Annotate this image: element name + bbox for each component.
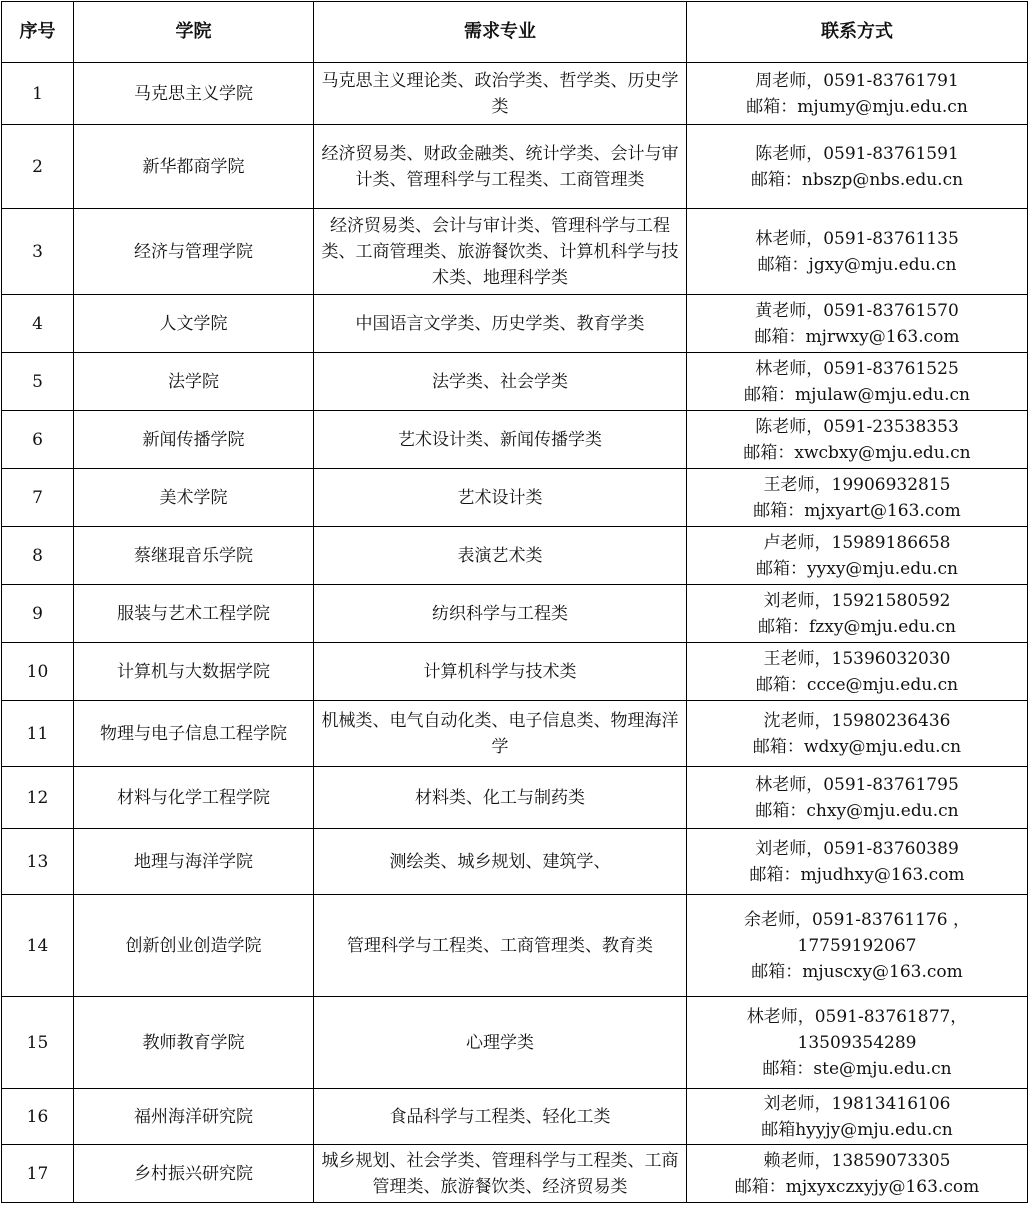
contact-info [687,701,1028,767]
contact-info [687,997,1028,1089]
table-row [2,411,1028,469]
college-demand-table [1,1,1028,1203]
contact-info [687,1089,1028,1145]
table-body [2,63,1028,1203]
row-number: 7 [2,469,74,527]
college-name: 地理与海洋学院 [74,829,314,895]
college-name: 蔡继琨音乐学院 [74,527,314,585]
table-row [2,125,1028,209]
college-name: 新闻传播学院 [74,411,314,469]
row-number: 14 [2,895,74,997]
college-name: 材料与化学工程学院 [74,767,314,829]
contact-line: 邮箱：fzxy@mju.edu.cn [758,616,956,637]
contact-line: 邮箱：xwcbxy@mju.edu.cn [743,442,971,463]
row-number: 2 [2,125,74,209]
contact-line: 余老师，0591-83761176 ， [744,909,970,930]
contact-line: 邮箱：ste@mju.edu.cn [762,1058,952,1079]
row-number: 8 [2,527,74,585]
contact-line: 王老师，19906932815 [763,474,951,495]
contact-line: 17759192067 [797,935,917,956]
college-name: 创新创业创造学院 [74,895,314,997]
contact-line: 刘老师，15921580592 [763,590,951,611]
contact-info [687,1145,1028,1203]
contact-line: 邮箱hyyjy@mju.edu.cn [761,1119,953,1140]
required-majors: 法学类、社会学类 [314,353,687,411]
required-majors: 马克思主义理论类、政治学类、哲学类、历史学类 [314,63,687,125]
contact-info [687,527,1028,585]
contact-line: 邮箱：mjuscxy@163.com [751,961,963,982]
contact-line: 邮箱：wdxy@mju.edu.cn [752,736,962,757]
contact-info [687,643,1028,701]
contact-line: 邮箱：mjxyart@163.com [753,500,961,521]
contact-info [687,209,1028,295]
required-majors: 经济贸易类、会计与审计类、管理科学与工程类、工商管理类、旅游餐饮类、计算机科学与技术类、地理科学类 [314,209,687,295]
required-majors: 食品科学与工程类、轻化工类 [314,1089,687,1145]
table-row [2,63,1028,125]
contact-line: 邮箱：jgxy@mju.edu.cn [757,254,957,275]
contact-line: 林老师，0591-83761135 [755,228,959,249]
college-name: 福州海洋研究院 [74,1089,314,1145]
header-row [2,2,1028,63]
table-row [2,701,1028,767]
contact-info [687,411,1028,469]
table-row [2,209,1028,295]
required-majors: 艺术设计类 [314,469,687,527]
row-number: 12 [2,767,74,829]
required-majors: 中国语言文学类、历史学类、教育学类 [314,295,687,353]
header-major: 需求专业 [314,2,687,63]
contact-line: 13509354289 [797,1032,917,1053]
table-row [2,643,1028,701]
contact-line: 陈老师，0591-23538353 [755,416,959,437]
contact-line: 黄老师，0591-83761570 [755,300,959,321]
table-row [2,585,1028,643]
college-name: 新华都商学院 [74,125,314,209]
contact-line: 邮箱：mjudhxy@163.com [749,864,965,885]
table-row [2,767,1028,829]
college-name: 物理与电子信息工程学院 [74,701,314,767]
contact-line: 林老师，0591-83761877， [746,1006,968,1027]
college-name: 教师教育学院 [74,997,314,1089]
contact-info [687,895,1028,997]
required-majors: 管理科学与工程类、工商管理类、教育类 [314,895,687,997]
contact-info [687,469,1028,527]
required-majors: 城乡规划、社会学类、管理科学与工程类、工商管理类、旅游餐饮类、经济贸易类 [314,1145,687,1203]
row-number: 6 [2,411,74,469]
contact-info [687,767,1028,829]
contact-line: 赖老师，13859073305 [763,1150,951,1171]
row-number: 11 [2,701,74,767]
table-row [2,997,1028,1089]
college-name: 计算机与大数据学院 [74,643,314,701]
contact-line: 林老师，0591-83761525 [755,358,959,379]
contact-line: 王老师，15396032030 [763,648,951,669]
contact-line: 邮箱：mjxyxczxyjy@163.com [734,1176,980,1197]
contact-line: 刘老师，19813416106 [763,1093,951,1114]
contact-line: 邮箱：nbszp@nbs.edu.cn [750,169,964,190]
contact-info [687,829,1028,895]
required-majors: 计算机科学与技术类 [314,643,687,701]
table-row [2,1089,1028,1145]
contact-line: 邮箱：yyxy@mju.edu.cn [756,558,958,579]
college-name: 服装与艺术工程学院 [74,585,314,643]
required-majors: 心理学类 [314,997,687,1089]
table-row [2,353,1028,411]
required-majors: 表演艺术类 [314,527,687,585]
required-majors: 测绘类、城乡规划、建筑学、 [314,829,687,895]
row-number: 17 [2,1145,74,1203]
table-row [2,469,1028,527]
row-number: 10 [2,643,74,701]
college-name: 人文学院 [74,295,314,353]
contact-info [687,125,1028,209]
header-contact: 联系方式 [687,2,1028,63]
contact-info [687,295,1028,353]
contact-line: 卢老师，15989186658 [763,532,951,553]
row-number: 1 [2,63,74,125]
required-majors: 材料类、化工与制药类 [314,767,687,829]
contact-info [687,353,1028,411]
college-name: 乡村振兴研究院 [74,1145,314,1203]
contact-info [687,585,1028,643]
contact-line: 邮箱：mjulaw@mju.edu.cn [744,384,970,405]
college-name: 法学院 [74,353,314,411]
college-name: 美术学院 [74,469,314,527]
row-number: 5 [2,353,74,411]
contact-line: 周老师，0591-83761791 [755,70,959,91]
header-college: 学院 [74,2,314,63]
contact-line: 林老师，0591-83761795 [755,774,959,795]
college-name: 马克思主义学院 [74,63,314,125]
row-number: 16 [2,1089,74,1145]
table-row [2,829,1028,895]
contact-line: 邮箱：ccce@mju.edu.cn [755,674,959,695]
row-number: 4 [2,295,74,353]
row-number: 13 [2,829,74,895]
contact-line: 邮箱：mjrwxy@163.com [754,326,960,347]
contact-line: 刘老师，0591-83760389 [755,838,959,859]
table-row [2,295,1028,353]
row-number: 15 [2,997,74,1089]
contact-line: 陈老师，0591-83761591 [755,143,959,164]
required-majors: 经济贸易类、财政金融类、统计学类、会计与审计类、管理科学与工程类、工商管理类 [314,125,687,209]
table-row [2,527,1028,585]
contact-line: 邮箱：chxy@mju.edu.cn [755,800,959,821]
contact-line: 邮箱：mjumy@mju.edu.cn [746,96,968,117]
required-majors: 纺织科学与工程类 [314,585,687,643]
table-row [2,1145,1028,1203]
college-name: 经济与管理学院 [74,209,314,295]
table-row [2,895,1028,997]
row-number: 9 [2,585,74,643]
required-majors: 机械类、电气自动化类、电子信息类、物理海洋学 [314,701,687,767]
contact-line: 沈老师，15980236436 [763,710,951,731]
required-majors: 艺术设计类、新闻传播学类 [314,411,687,469]
row-number: 3 [2,209,74,295]
contact-info [687,63,1028,125]
header-no: 序号 [2,2,74,63]
